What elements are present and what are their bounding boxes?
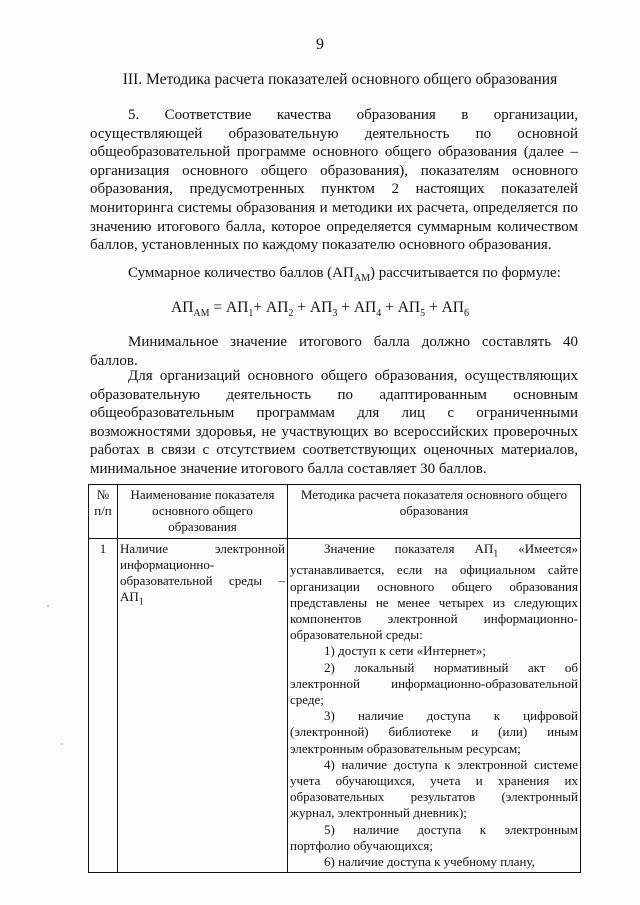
row-indicator-name [118, 538, 288, 873]
formula-term-5-sign: + [381, 299, 398, 316]
method-intro-subscript: 1 [493, 548, 499, 560]
header-calculation-method: Методика расчета показателя основного общего образования [288, 485, 581, 539]
paragraph-2-before: Суммарное количество баллов (АП [128, 265, 354, 281]
method-intro-b: «Имеется» устанавливается, если на официальном сайте организации основного общего образования представлены не менее четырех из следующих компонентов электронной информационно-образовательной среды: [290, 540, 578, 643]
formula-term-3-sign: + [293, 299, 310, 316]
header-indicator-name: Наименование показателя основного общего образования [118, 485, 288, 539]
scan-speck [47, 605, 49, 607]
list-item: 3) наличие доступа к цифровой (электронной) библиотеке и (или) иным электронным образовательным ресурсам; [290, 708, 578, 756]
formula-term-2-sign: + [253, 299, 267, 316]
paragraph-adapted-programs: Для организаций основного общего образования, осуществляющих образовательную деятельность по адаптированным основным общеобразовательным программам для лиц с ограниченными возможностями здоровья, не участвующих во всероссийских проверочных работах в связи с отсутствием соответствующих оценочных материалов, минимальное значение итогового балла составляет 30 баллов. [90, 368, 578, 477]
formula-term-6-sign: + [425, 299, 442, 316]
formula-term-5-subscript: 5 [420, 308, 426, 320]
paragraph-minimum-score: Минимальное значение итогового балла должно составлять 40 баллов. [90, 334, 578, 369]
formula-term-4-subscript: 4 [376, 308, 382, 320]
formula-term-1-sign: = [209, 299, 227, 316]
row-calculation-method [288, 538, 581, 873]
list-item: 6) наличие доступа к учебному плану, [324, 854, 535, 870]
list-item: 4) наличие доступа к электронной системе учета обучающихся, учета и хранения их образовательных результатов (электронный журнал, электронный дневник); [290, 756, 578, 821]
row-number: 1 [89, 538, 118, 873]
paragraph-2-subscript: АМ [353, 273, 370, 284]
formula-term-2: АП [266, 299, 289, 316]
table-row [89, 538, 581, 873]
list-item: 1) доступ к сети «Интернет»; [324, 643, 486, 659]
section-title: III. Методика расчета показателей основного общего образования [122, 71, 558, 88]
method-intro-a: Значение показателя АП [324, 540, 494, 556]
table-header-row [89, 485, 581, 539]
indicator-name-text: Наличие электронной информационно-образовательной среды – АП [120, 540, 285, 605]
formula-term-5: АП [397, 299, 421, 316]
method-intro [290, 541, 578, 644]
formula-lhs-subscript: АМ [193, 308, 210, 320]
header-number: № п/п [89, 485, 118, 539]
paragraph-quality-correspondence: 5. Соответствие качества образования в организации, осуществляющей образовательную деятельность по основной общеобразовательной программе основного общего образования (далее – организация основного общего образования), показателям основного образования, предусмотренных пунктом 2 настоящих показателей мониторинга системы образования и методики их расчета, определяется по значению итогового балла, которое определяется суммарным количеством баллов, установленных по каждому показателю основного образования. [90, 107, 578, 254]
score-formula [0, 299, 640, 319]
formula-term-3: АП [309, 299, 333, 316]
formula-term-6: АП [441, 299, 464, 316]
formula-term-3-subscript: 3 [332, 308, 338, 320]
formula-term-6-subscript: 6 [463, 308, 469, 320]
indicator-name-subscript: 1 [138, 596, 144, 608]
formula-term-4: АП [353, 299, 377, 316]
formula-lhs: АП [171, 299, 194, 316]
list-item: 2) локальный нормативный акт об электронной информационно-образовательной среде; [290, 659, 578, 708]
paragraph-2-after: ) рассчитывается по формуле: [369, 265, 561, 281]
paragraph-score-formula-intro [90, 264, 578, 289]
list-item: 5) наличие доступа к электронным портфолио обучающихся; [290, 821, 578, 853]
formula-term-1: АП [226, 299, 249, 316]
page-number: 9 [316, 36, 324, 53]
formula-term-2-subscript: 2 [288, 308, 294, 320]
indicator-methods-table [88, 484, 581, 873]
scan-speck [61, 743, 63, 745]
formula-term-1-subscript: 1 [248, 308, 254, 320]
formula-term-4-sign: + [337, 299, 354, 316]
